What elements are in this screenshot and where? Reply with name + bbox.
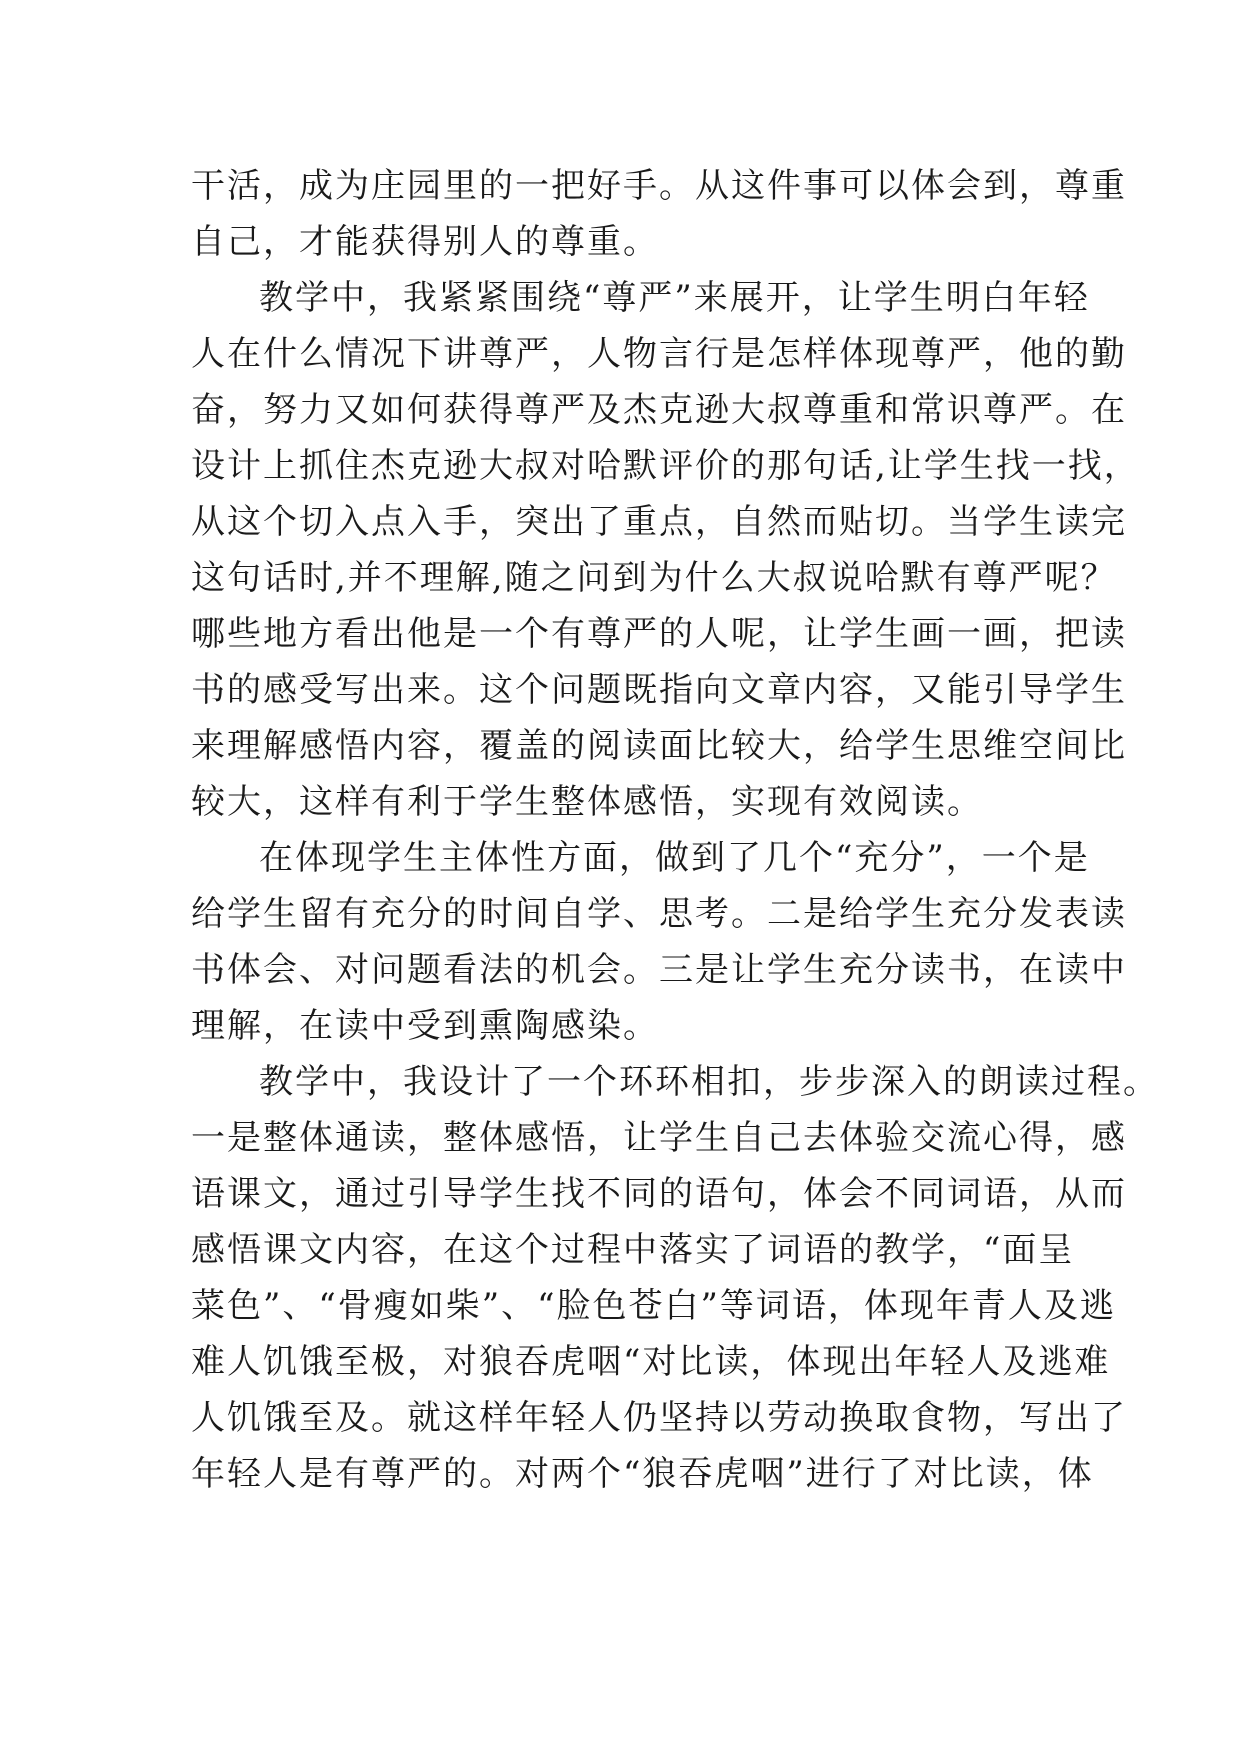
text-line: 从这个切入点入手，突出了重点，自然而贴切。当学生读完 xyxy=(191,502,1127,542)
text-line: 奋，努力又如何获得尊严及杰克逊大叔尊重和常识尊严。在 xyxy=(191,390,1127,430)
text-line: 设计上抓住杰克逊大叔对哈默评价的那句话,让学生找一找， xyxy=(191,446,1140,486)
body-text xyxy=(191,158,1159,1502)
text-line: 难人饥饿至极，对狼吞虎咽“对比读，体现出年轻人及逃难 xyxy=(191,1342,1111,1382)
paragraph-first-line: 教学中，我设计了一个环环相扣，步步深入的朗读过程。 xyxy=(259,1062,1159,1102)
text-line: 较大，这样有利于学生整体感悟，实现有效阅读。 xyxy=(191,782,983,822)
text-line: 干活，成为庄园里的一把好手。从这件事可以体会到，尊重 xyxy=(191,166,1127,206)
text-line: 书的感受写出来。这个问题既指向文章内容，又能引导学生 xyxy=(191,670,1127,710)
text-line: 人饥饿至及。就这样年轻人仍坚持以劳动换取食物，写出了 xyxy=(191,1398,1127,1438)
text-line: 语课文，通过引导学生找不同的语句，体会不同词语，从而 xyxy=(191,1174,1127,1214)
text-line: 给学生留有充分的时间自学、思考。二是给学生充分发表读 xyxy=(191,894,1127,934)
text-line: 理解，在读中受到熏陶感染。 xyxy=(191,1006,659,1046)
paragraph-first-line: 在体现学生主体性方面，做到了几个“充分”，一个是 xyxy=(259,838,1090,878)
text-line: 一是整体通读，整体感悟，让学生自己去体验交流心得，感 xyxy=(191,1118,1127,1158)
text-line: 这句话时,并不理解,随之问到为什么大叔说哈默有尊严呢？ xyxy=(191,558,1117,598)
text-line: 来理解感悟内容，覆盖的阅读面比较大，给学生思维空间比 xyxy=(191,726,1127,766)
text-line: 自己，才能获得别人的尊重。 xyxy=(191,222,659,262)
text-line: 人在什么情况下讲尊严，人物言行是怎样体现尊严，他的勤 xyxy=(191,334,1127,374)
paragraph-first-line: 教学中，我紧紧围绕“尊严”来展开，让学生明白年轻 xyxy=(259,278,1090,318)
text-line: 哪些地方看出他是一个有尊严的人呢，让学生画一画，把读 xyxy=(191,614,1127,654)
text-line: 菜色”、“骨瘦如柴”、“脸色苍白”等词语，体现年青人及逃 xyxy=(191,1286,1116,1326)
text-line: 书体会、对问题看法的机会。三是让学生充分读书，在读中 xyxy=(191,950,1127,990)
text-line: 感悟课文内容，在这个过程中落实了词语的教学，“面呈 xyxy=(191,1230,1075,1270)
text-line: 年轻人是有尊严的。对两个“狼吞虎咽”进行了对比读，体 xyxy=(191,1454,1094,1494)
